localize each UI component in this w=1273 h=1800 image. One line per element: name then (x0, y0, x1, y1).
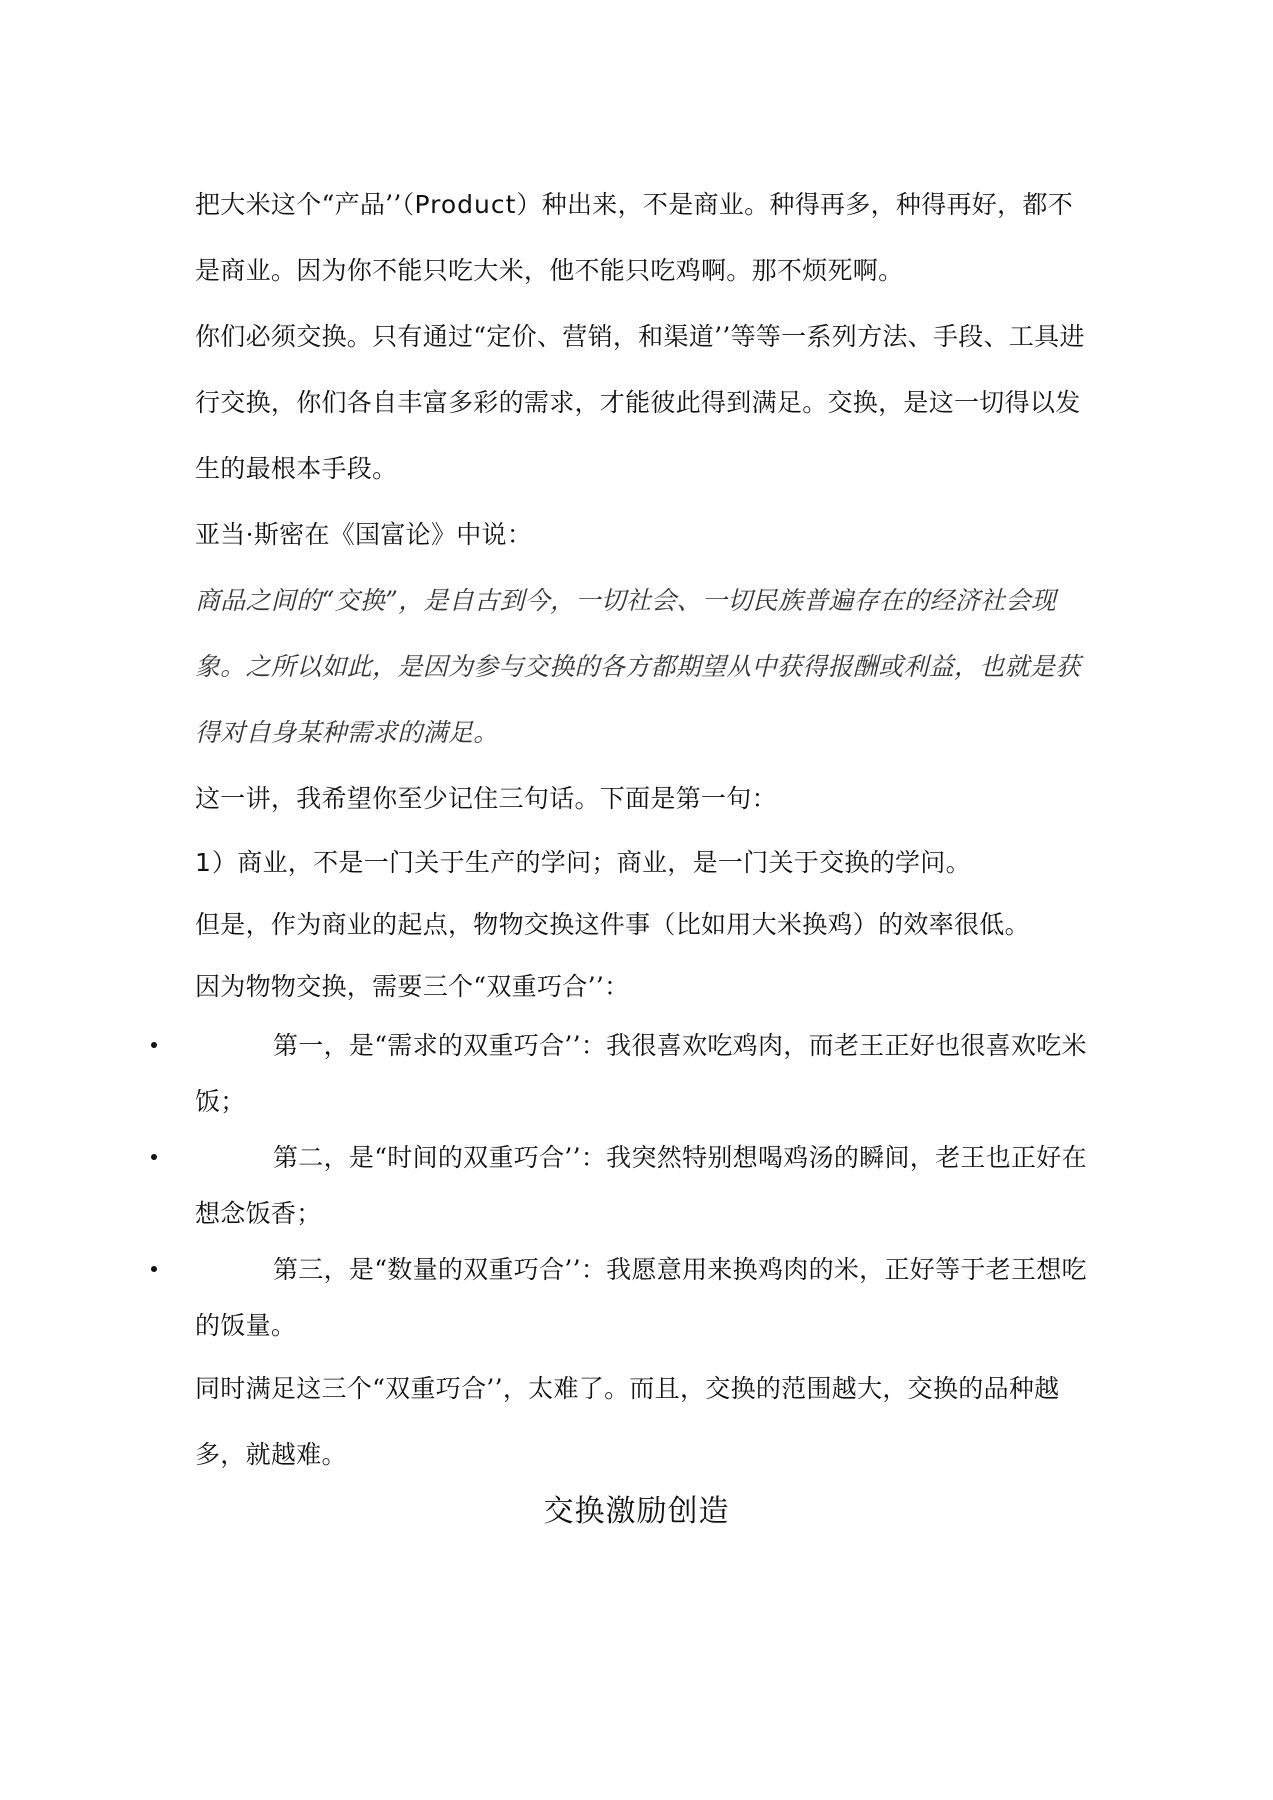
bullet-icon (151, 1266, 157, 1272)
paragraph-product-latin: Product (414, 190, 517, 219)
paragraph-double-coincidence: 因为物物交换，需要三个“双重巧合’’： (195, 972, 630, 1001)
point-text: ）商业，不是一门关于生产的学问；商业，是一门关于交换的学问。 (211, 848, 971, 877)
document-body (195, 172, 1095, 1488)
list-item (195, 1242, 1095, 1354)
list-item-text: 第一，是“需求的双重巧合’’：我很喜欢吃鸡肉，而老王正好也很喜欢吃米饭； (195, 1031, 1087, 1116)
quote-wealth-of-nations: 商品之间的“交换”，是自古到今，一切社会、一切民族普遍存在的经济社会现象。之所以如此，是因为参与交换的各方都期望从中获得报酬或利益，也就是获得对自身某种需求的满足。 (195, 586, 1081, 747)
paragraph-product-text-b: ）种出来，不是商业。种得再多，种得再好，都不是商业。因为你不能只吃大米，他不能只吃鸡啊。那不烦死啊。 (195, 190, 1074, 285)
coincidence-list (195, 1018, 1095, 1354)
paragraph-too-hard: 同时满足这三个“双重巧合’’，太难了。而且，交换的范围越大，交换的品种越多，就越难。 (195, 1374, 1060, 1469)
paragraph-adam-smith: 亚当·斯密在《国富论》中说： (195, 520, 533, 549)
bullet-icon (151, 1154, 157, 1160)
point-number: 1 (195, 848, 212, 877)
list-item (195, 1130, 1095, 1242)
section-heading: 交换激励创造 (543, 1494, 730, 1529)
paragraph-product (195, 172, 1095, 304)
list-item (195, 1018, 1095, 1130)
paragraph-product-text-a: 把大米这个“产品’’（ (195, 190, 415, 219)
paragraph-barter-efficiency: 但是，作为商业的起点，物物交换这件事（比如用大米换鸡）的效率很低。 (195, 910, 1030, 939)
list-item-text: 第二，是“时间的双重巧合’’：我突然特别想喝鸡汤的瞬间，老王也正好在想念饭香； (195, 1143, 1087, 1228)
list-item-text: 第三，是“数量的双重巧合’’：我愿意用来换鸡肉的米，正好等于老王想吃的饭量。 (195, 1255, 1087, 1340)
paragraph-point-one (195, 832, 1095, 894)
paragraph-exchange: 你们必须交换。只有通过“定价、营销，和渠道’’等等一系列方法、手段、工具进行交换，你们各自丰富多彩的需求，才能彼此得到满足。交换，是这一切得以发生的最根本手段。 (195, 322, 1085, 483)
bullet-icon (151, 1042, 157, 1048)
paragraph-three-sentences: 这一讲，我希望你至少记住三句话。下面是第一句： (195, 784, 777, 813)
